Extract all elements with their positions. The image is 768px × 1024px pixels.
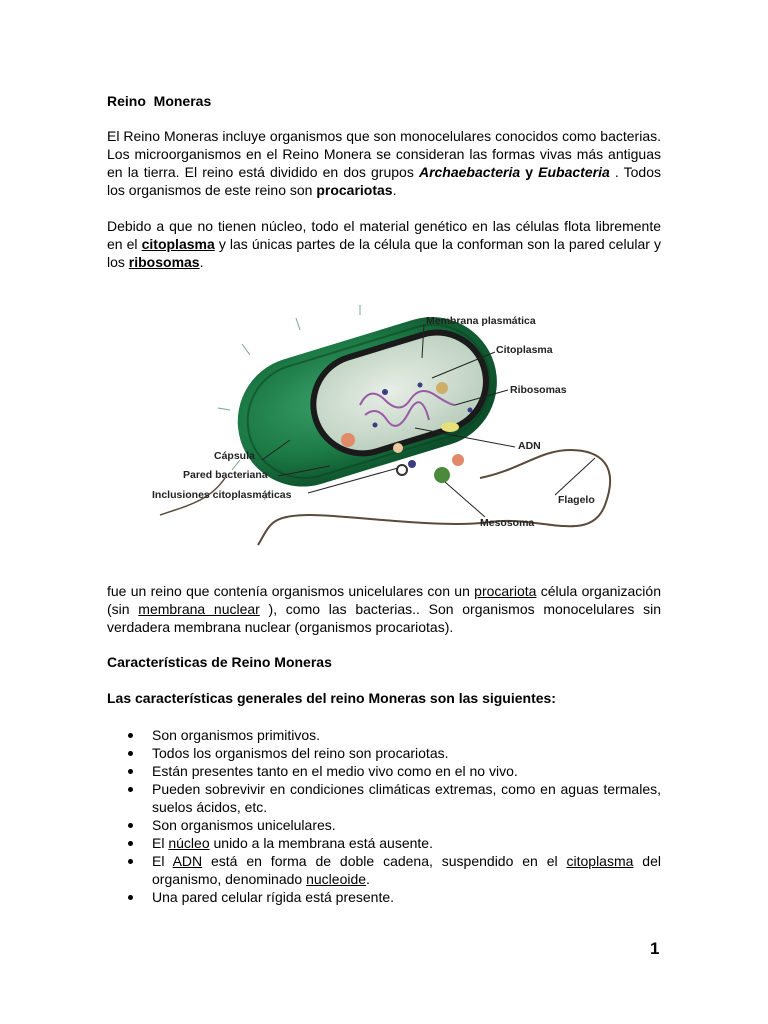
list-item-text: está en forma de doble cadena, suspendido en el [202, 853, 567, 869]
citoplasma-link[interactable]: citoplasma [141, 236, 215, 252]
eubacteria-term: Eubacteria [538, 164, 610, 180]
list-item-text: Pueden sobrevivir en condiciones climáticas extremas, como en aguas termales, suelos ácidos, etc. [152, 781, 661, 815]
list-item [107, 852, 661, 888]
archaebacteria-term: Archaebacteria [418, 164, 521, 180]
list-item-text: del organismo, denominado [152, 853, 661, 887]
bullet-icon [128, 769, 133, 774]
bullet-icon [128, 841, 133, 846]
label-inclusiones: Inclusiones citoplasmáticas [152, 489, 292, 501]
adn-link[interactable]: ADN [172, 853, 203, 869]
page-number: 1 [650, 939, 660, 958]
list-item-text: Una pared celular rígida está presente. [152, 889, 395, 905]
membrana-nuclear-link[interactable]: membrana nuclear [138, 601, 260, 617]
list-item-text: Son organismos unicelulares. [152, 817, 336, 833]
label-mesosoma: Mesosoma [480, 517, 535, 529]
label-membrana: Membrana plasmática [426, 315, 536, 327]
list-item [107, 762, 661, 780]
list-item [107, 726, 661, 744]
label-pared: Pared bacteriana [183, 469, 268, 481]
definition-text: fue un reino que contenía organismos unicelulares con un [107, 583, 475, 599]
subsection-heading: Las características generales del reino Moneras son las siguientes: [107, 690, 556, 706]
list-item-text: Están presentes tanto en el medio vivo como en el no vivo. [152, 763, 518, 779]
list-item-text: unido a la membrana está ausente. [209, 835, 433, 851]
intro-text: El Reino Moneras incluye organismos que son monocelulares conocidos como bacterias. Los microorganismos en el Reino Monera se consideran las formas vivas más antiguas en la tierra. El reino está dividido en dos grupos [107, 128, 661, 180]
nucleoide-link[interactable]: nucleoide [306, 871, 367, 887]
definition-text-2: célula organización (sin [107, 583, 661, 617]
list-item [107, 744, 661, 762]
intro-text-3: . [392, 182, 397, 198]
bullet-icon [128, 859, 133, 864]
procariota-link[interactable]: procariota [474, 583, 537, 599]
bacteria-diagram [150, 300, 620, 555]
list-item [107, 780, 661, 816]
label-ribosomas: Ribosomas [510, 384, 567, 396]
label-capsula: Cápsula [214, 450, 255, 462]
nucleo-link[interactable]: núcleo [168, 835, 210, 851]
list-item [107, 816, 661, 834]
features-list [107, 726, 661, 906]
section-heading: Características de Reino Moneras [107, 654, 332, 670]
intro-paragraph [107, 127, 661, 199]
bullet-icon [128, 787, 133, 792]
list-item [107, 834, 661, 852]
list-item-text: Son organismos primitivos. [152, 727, 321, 743]
bullet-icon [128, 895, 133, 900]
material-text-3: . [199, 254, 204, 270]
list-item-text: El [152, 853, 173, 869]
label-adn: ADN [518, 440, 541, 452]
list-item-text: . [366, 871, 370, 887]
conjunction: y [520, 164, 539, 180]
procariotas-term: procariotas [316, 182, 393, 198]
citoplasma-link[interactable]: citoplasma [566, 853, 634, 869]
material-text-2: y las únicas partes de la célula que la conforman son la pared celular y los [107, 236, 661, 270]
definition-paragraph [107, 582, 661, 636]
material-text: Debido a que no tienen núcleo, todo el material genético en las células flota libremente en el [107, 218, 661, 252]
page-title: Reino Moneras [107, 93, 212, 109]
list-item-text: El [152, 835, 169, 851]
bullet-icon [128, 751, 133, 756]
bullet-icon [128, 733, 133, 738]
label-citoplasma: Citoplasma [496, 344, 553, 356]
intro-text-2: . Todos los organismos de este reino son [107, 164, 661, 198]
list-item-text: Todos los organismos del reino son procariotas. [152, 745, 449, 761]
ribosomas-link[interactable]: ribosomas [128, 254, 200, 270]
bullet-icon [128, 823, 133, 828]
material-paragraph [107, 217, 661, 271]
list-item [107, 888, 661, 906]
label-flagelo: Flagelo [558, 494, 595, 506]
definition-text-3: ), como las bacterias.. Son organismos monocelulares sin verdadera membrana nuclear (organismos procariotas). [107, 601, 661, 635]
